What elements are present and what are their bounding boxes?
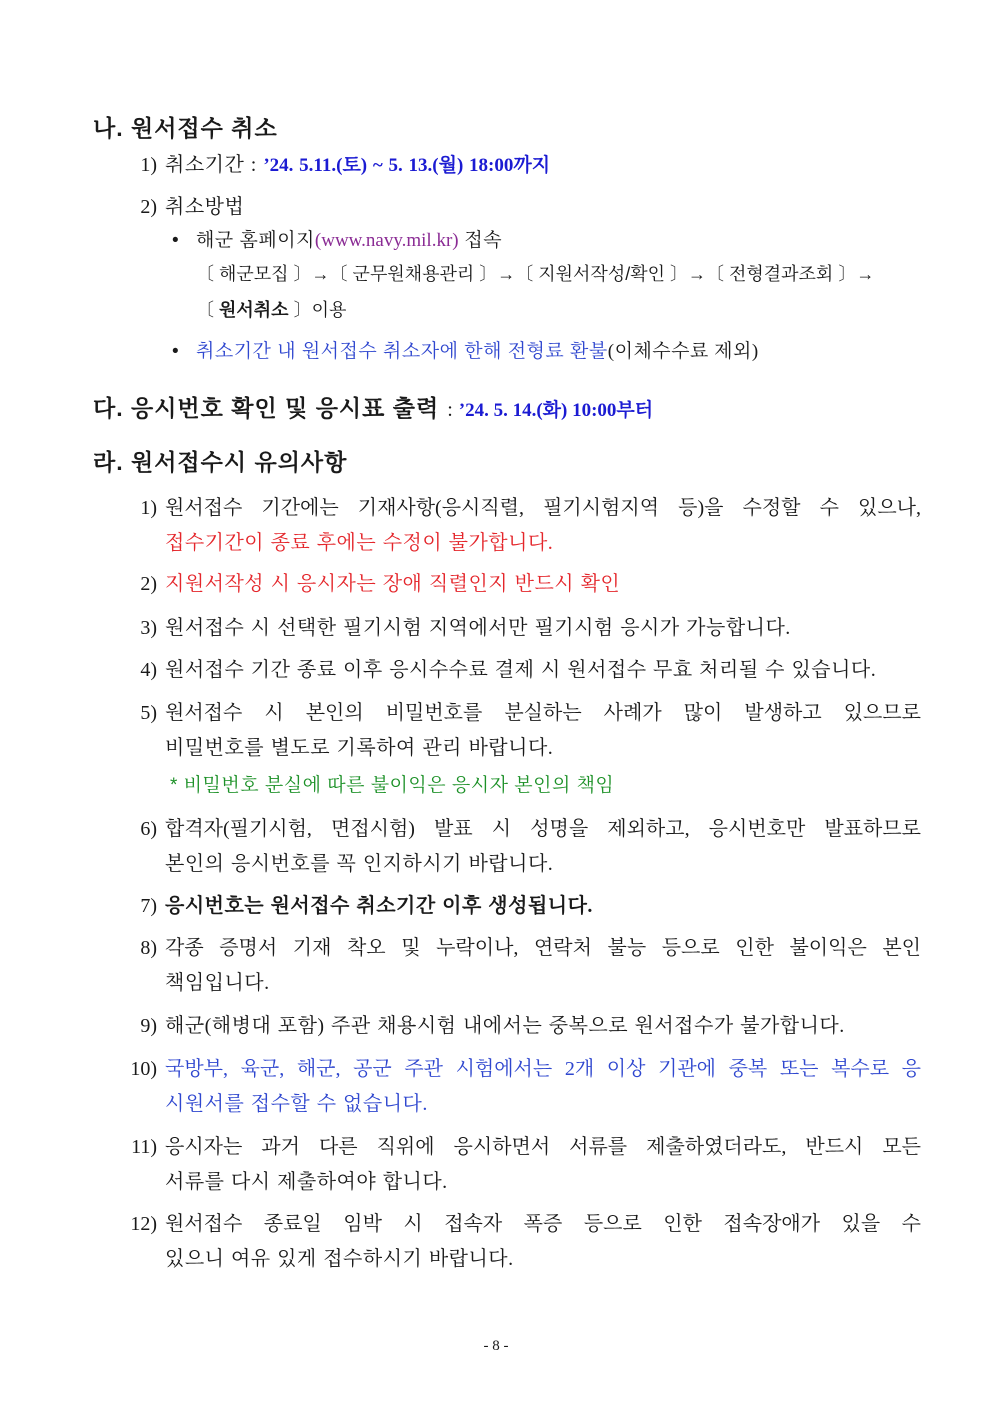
cancel-period-item — [0, 148, 992, 183]
item-line — [165, 148, 921, 183]
section-heading-notes — [93, 445, 347, 479]
homepage-url[interactable]: (www.navy.mil.kr) — [314, 230, 459, 251]
item-line-highlight: 국방부, 육군, 해군, 공군 주관 시험에서는 2개 이상 기관에 중복 또는 복수로 응 — [165, 1058, 921, 1080]
note-item — [0, 1052, 992, 1121]
heading-text: 라. 원서접수시 유의사항 — [93, 449, 348, 475]
admission-date: ’24. 5. 14.(화) 10:00부터 — [458, 400, 654, 421]
item-line: 있으니 여유 있게 접수하시기 바랍니다. — [165, 1247, 514, 1270]
note-item — [0, 889, 992, 924]
item-number: 2) — [140, 573, 157, 595]
item-number: 3) — [140, 617, 157, 639]
item-line: 본인의 응시번호를 꼭 인지하시기 바랍니다. — [165, 852, 554, 875]
homepage-label: 해군 홈페이지 — [196, 230, 315, 251]
item-line: 책임입니다. — [165, 971, 270, 994]
heading-text: 나. 원서접수 취소 — [93, 115, 278, 141]
note-item — [0, 696, 992, 765]
cancel-method-label: 취소방법 — [165, 196, 245, 218]
bullet-icon: • — [172, 230, 179, 251]
item-line: 원서접수 시 선택한 필기시험 지역에서만 필기시험 응시가 가능합니다. — [165, 617, 791, 639]
note-item — [0, 567, 992, 602]
cancel-method-item — [0, 190, 992, 225]
item-line: 원서접수 종료일 임박 시 접속자 폭증 등으로 인한 접속장애가 있을 수 — [165, 1213, 921, 1235]
item-number: 9) — [140, 1015, 157, 1037]
page-number: - 8 - — [483, 1338, 509, 1354]
item-number: 1) — [140, 154, 157, 176]
item-line: 각종 증명서 기재 착오 및 누락이나, 연락처 불능 등으로 인한 불이익은 본인 — [165, 937, 921, 959]
menu-path-final — [196, 293, 346, 327]
item-line-emphasis: 응시번호는 원서접수 취소기간 이후 생성됩니다. — [165, 895, 593, 917]
bullet-text — [196, 224, 502, 258]
item-line: 해군(해병대 포함) 주관 채용시험 내에서는 중복으로 원서접수가 불가합니다. — [165, 1015, 845, 1037]
item-line-warning: 접수기간이 종료 후에는 수정이 불가합니다. — [165, 531, 554, 554]
note-item — [0, 491, 992, 560]
item-line-warning: 지원서작성 시 응시자는 장애 직렬인지 반드시 확인 — [165, 573, 621, 595]
note-item — [0, 931, 992, 1000]
item-number: 11) — [131, 1136, 157, 1158]
refund-note: (이체수수료 제외) — [607, 341, 759, 362]
bracket-close-suffix: 〕이용 — [293, 300, 347, 320]
note-item — [0, 1130, 992, 1199]
note-item — [0, 1009, 992, 1044]
item-line-highlight: 시원서를 접수할 수 없습니다. — [165, 1092, 428, 1115]
bracket-open: 〔 — [196, 300, 214, 320]
item-number: 1) — [140, 497, 157, 519]
item-line: 서류를 다시 제출하여야 합니다. — [165, 1170, 448, 1193]
bullet-text — [196, 335, 759, 369]
bullet-icon: • — [172, 341, 179, 362]
item-number: 10) — [130, 1058, 157, 1080]
item-number: 2) — [140, 196, 157, 218]
note-item — [0, 611, 992, 646]
refund-text: 취소기간 내 원서접수 취소자에 한해 전형료 환불 — [196, 341, 608, 362]
heading-text: 다. 응시번호 확인 및 응시표 출력 — [93, 395, 440, 421]
final-step-label: 원서취소 — [219, 300, 289, 320]
menu-path-line: 〔 해군모집 〕→〔 군무원채용관리 〕→〔 지원서작성/확인 〕→〔 전형결과조회 〕→ — [196, 264, 875, 284]
cancel-period-label: 취소기간 : — [165, 154, 257, 176]
password-note: * 비밀번호 분실에 따른 불이익은 응시자 본인의 책임 — [170, 775, 615, 796]
homepage-suffix: 접속 — [464, 230, 503, 251]
item-line: 합격자(필기시험, 면접시험) 발표 시 성명을 제외하고, 응시번호만 발표하므로 — [165, 818, 921, 840]
refund-bullet — [0, 335, 992, 369]
item-line: 원서접수 기간 종료 이후 응시수수료 결제 시 원서접수 무효 처리될 수 있습니다. — [165, 659, 877, 681]
homepage-bullet — [0, 224, 992, 258]
note-item — [0, 812, 992, 881]
item-number: 7) — [140, 895, 157, 917]
note-item — [0, 1207, 992, 1276]
item-number: 5) — [140, 702, 157, 724]
item-number: 8) — [140, 937, 157, 959]
heading-separator: : — [447, 399, 453, 421]
item-line: 비밀번호를 별도로 기록하여 관리 바랍니다. — [165, 736, 554, 759]
item-number: 6) — [140, 818, 157, 840]
item-line: 원서접수 시 본인의 비밀번호를 분실하는 사례가 많이 발생하고 있으므로 — [165, 702, 921, 724]
section-heading-admission — [93, 391, 653, 425]
item-line: 응시자는 과거 다른 직위에 응시하면서 서류를 제출하였더라도, 반드시 모든 — [165, 1136, 921, 1158]
item-number: 4) — [140, 659, 157, 681]
section-heading-cancellation — [93, 111, 278, 145]
item-number: 12) — [130, 1213, 157, 1235]
cancel-period-value: ’24. 5.11.(토) ~ 5. 13.(월) 18:00까지 — [263, 155, 551, 176]
item-line: 원서접수 기간에는 기재사항(응시직렬, 필기시험지역 등)을 수정할 수 있으나, — [165, 497, 921, 519]
note-item — [0, 653, 992, 688]
